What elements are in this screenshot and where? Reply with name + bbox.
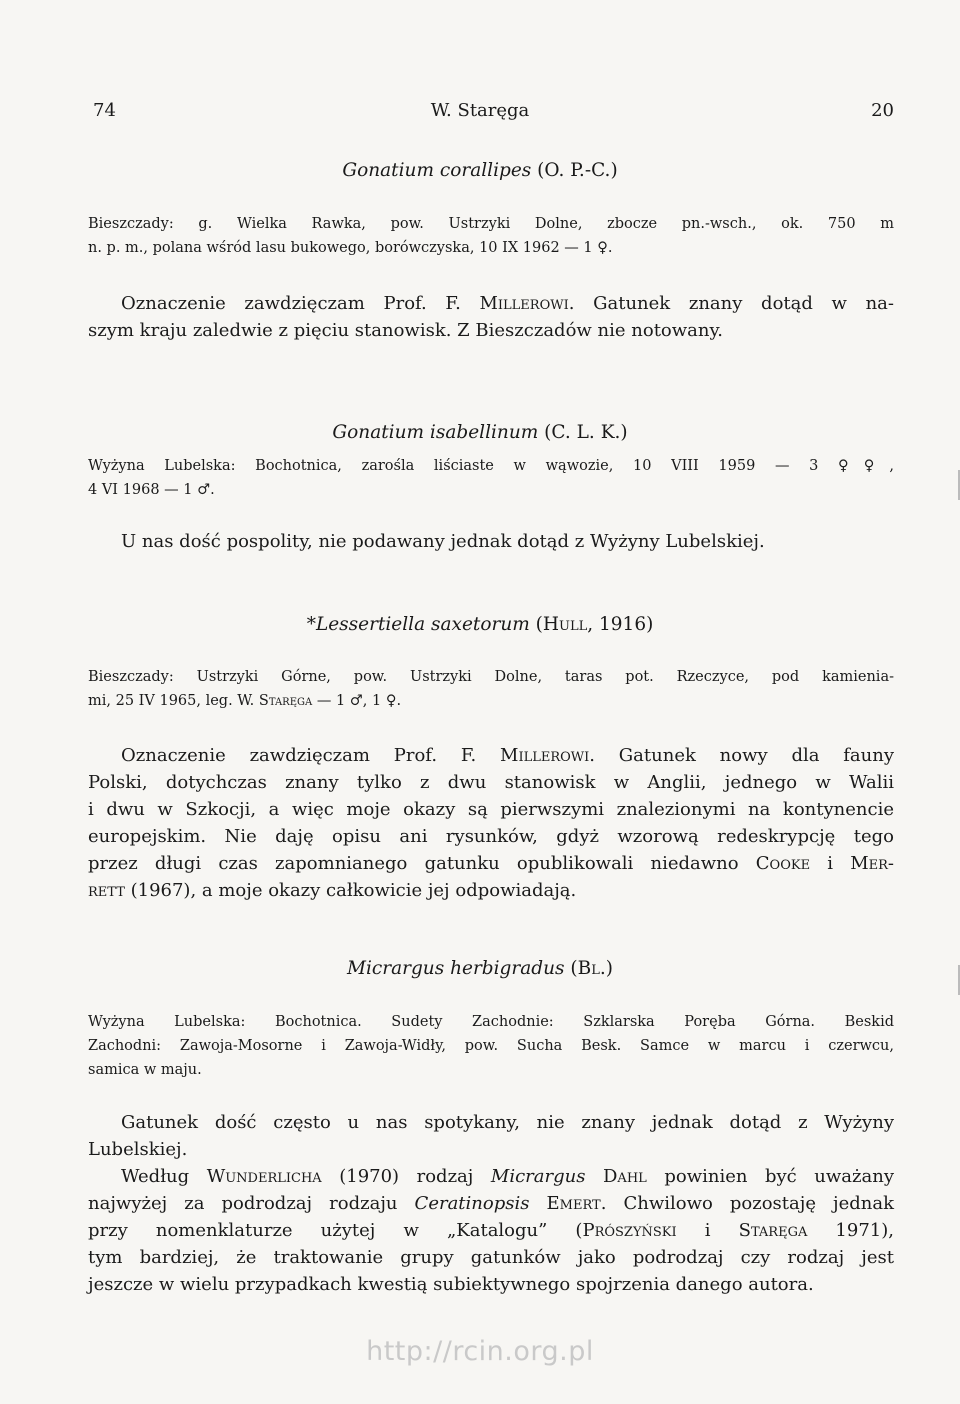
- text-line: Lubelskiej.: [88, 1139, 188, 1160]
- text-line: przy nomenklaturze użytej w „Katalogu” (Prószyński i Staręga 1971),: [88, 1220, 894, 1241]
- text-line: Bieszczady: g. Wielka Rawka, pow. Ustrzyki Dolne, zbocze pn.-wsch., ok. 750 m: [88, 216, 894, 232]
- text-line: tym bardziej, że traktowanie grupy gatunków jako podrodzaj czy rodzaj jest: [88, 1247, 894, 1268]
- locality-record-1: [88, 212, 894, 260]
- species-heading-1: [0, 160, 960, 181]
- locality-record-2: [88, 454, 894, 502]
- species-author: (C. L. K.): [544, 422, 628, 443]
- running-head: W. Staręga: [430, 100, 530, 121]
- text-line: 4 VI 1968 — 1 ♂.: [88, 482, 215, 498]
- paragraph: [88, 290, 894, 344]
- scan-edge-mark: [952, 470, 960, 500]
- text-line: najwyżej za podrodzaj rodzaju Ceratinopsis Emert. Chwilowo pozostaję jednak: [88, 1193, 894, 1214]
- scan-edge-mark: [952, 965, 960, 995]
- text-line: n. p. m., polana wśród lasu bukowego, borówczyska, 10 IX 1962 — 1 ♀.: [88, 240, 613, 256]
- text-line: europejskim. Nie daję opisu ani rysunków, gdyż wzorową redeskrypcję tego: [88, 826, 894, 847]
- text-line: rett (1967), a moje okazy całkowicie jej odpowiadają.: [88, 880, 577, 901]
- locality-record-3: [88, 665, 894, 713]
- text-line: przez długi czas zapomnianego gatunku opublikowali niedawno Cooke i Mer-: [88, 853, 894, 874]
- text-line: jeszcze w wielu przypadkach kwestią subiektywnego spojrzenia danego autora.: [88, 1274, 814, 1295]
- text-line: samica w maju.: [88, 1062, 202, 1078]
- species-author: (Hull, 1916): [535, 614, 654, 635]
- text-line: Oznaczenie zawdzięczam Prof. F. Millerowi. Gatunek nowy dla fauny: [121, 745, 894, 766]
- species-name: Gonatium isabellinum: [332, 422, 539, 443]
- species-name: Gonatium corallipes: [342, 160, 532, 181]
- paragraph: [88, 528, 894, 555]
- text-line: Bieszczady: Ustrzyki Górne, pow. Ustrzyki Dolne, taras pot. Rzeczyce, pod kamienia-: [88, 669, 894, 685]
- species-heading-2: [0, 422, 960, 443]
- text-line: Gatunek dość często u nas spotykany, nie znany jednak dotąd z Wyżyny: [121, 1112, 894, 1133]
- text-line: Oznaczenie zawdzięczam Prof. F. Millerowi. Gatunek znany dotąd w na-: [121, 293, 894, 314]
- locality-record-4: [88, 1010, 894, 1082]
- text-line: szym kraju zaledwie z pięciu stanowisk. Z Bieszczadów nie notowany.: [88, 320, 724, 341]
- page-number: 74: [93, 100, 116, 121]
- text-line: i dwu w Szkocji, a więc moje okazy są pierwszymi znalezionymi na kontynencie: [88, 799, 894, 820]
- text-line: Według Wunderlicha (1970) rodzaj Micrargus Dahl powinien być uważany: [121, 1166, 894, 1187]
- text-line: Wyżyna Lubelska: Bochotnica. Sudety Zachodnie: Szklarska Poręba Górna. Beskid: [88, 1014, 894, 1030]
- text-line: Wyżyna Lubelska: Bochotnica, zarośla liściaste w wąwozie, 10 VIII 1959 — 3 ♀♀,: [88, 458, 894, 474]
- species-heading-3: [0, 614, 960, 635]
- species-author: (Bl.): [570, 958, 613, 979]
- text-line: U nas dość pospolity, nie podawany jednak dotąd z Wyżyny Lubelskiej.: [121, 531, 765, 552]
- species-name: *Lessertiella saxetorum: [306, 614, 530, 635]
- watermark-url: http://rcin.org.pl: [366, 1336, 594, 1367]
- text-line: Zachodni: Zawoja-Mosorne i Zawoja-Widły, pow. Sucha Besk. Samce w marcu i czerwcu,: [88, 1038, 894, 1054]
- paragraph: [88, 742, 894, 904]
- species-author: (O. P.-C.): [537, 160, 618, 181]
- text-line: Polski, dotychczas znany tylko z dwu stanowisk w Anglii, jednego w Walii: [88, 772, 894, 793]
- species-heading-4: [0, 958, 960, 979]
- species-name: Micrargus herbigradus: [347, 958, 565, 979]
- text-line: mi, 25 IV 1965, leg. W. Staręga — 1 ♂, 1 ♀.: [88, 693, 402, 709]
- paragraph: [88, 1109, 894, 1298]
- section-number: 20: [871, 100, 894, 121]
